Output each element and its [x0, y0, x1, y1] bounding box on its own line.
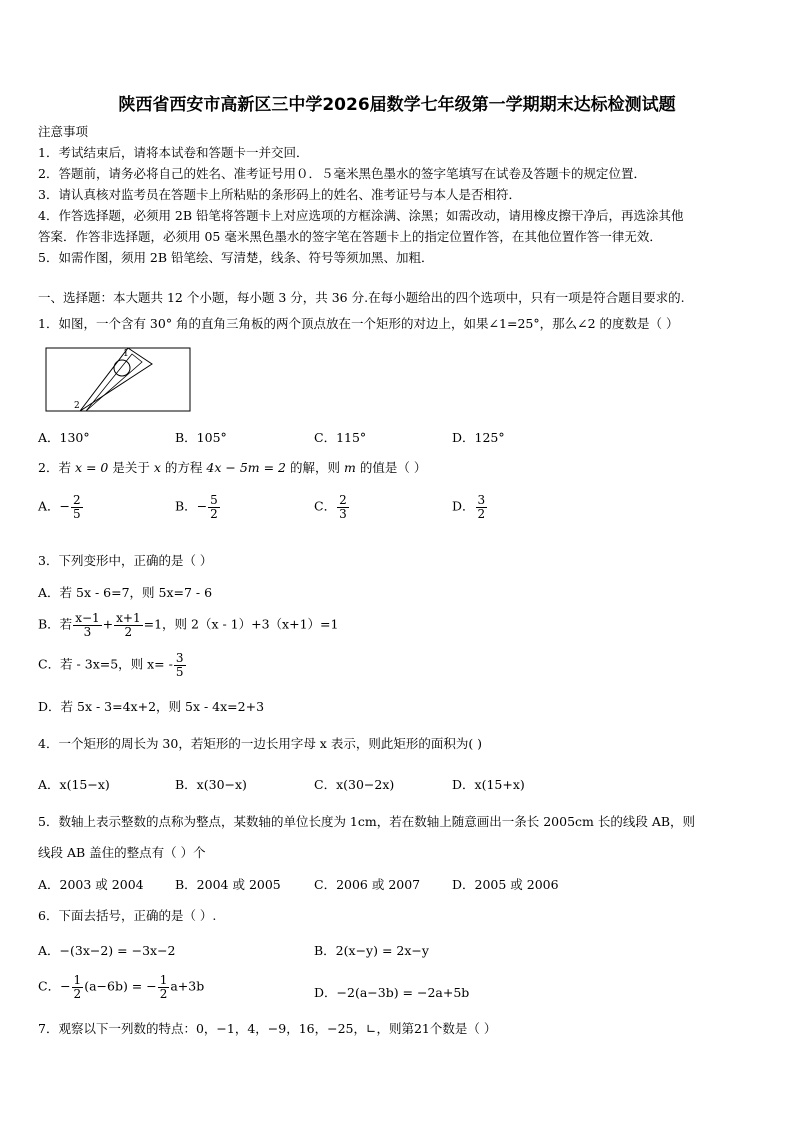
question-1-stem: 1．如图，一个含有 30° 角的直角三角板的两个顶点放在一个矩形的对边上，如果∠1=25°，那么∠2 的度数是（ ） [38, 316, 679, 331]
q2-text: 的解，则 [290, 460, 341, 475]
option-text: (a−6b) = − [84, 978, 157, 994]
question-5-option-a: A．2003 或 2004 [38, 877, 144, 892]
denominator: 2 [124, 624, 133, 639]
q2-text: 的方程 [164, 460, 203, 475]
notice-item: 3．请认真核对监考员在答题卡上所粘贴的条形码上的姓名、准考证号与本人是否相符． [38, 187, 521, 202]
question-1-figure [44, 344, 192, 414]
question-6-option-a: A．−(3x−2) = −3x−2 [38, 943, 176, 958]
option-text: a+3b [170, 978, 205, 994]
numerator: 2 [339, 493, 347, 507]
question-2-option-b [175, 494, 221, 520]
question-3-option-b [38, 612, 338, 638]
fraction [72, 974, 84, 1000]
question-5-stem: 5．数轴上表示整数的点称为整点，某数轴的单位长度为 1cm，若在数轴上随意画出一条长 2005cm 长的线段 AB，则 [38, 814, 696, 829]
fraction [158, 974, 170, 1000]
option-sign: − [196, 498, 208, 514]
question-4-option-d: D．x(15+x) [452, 777, 525, 792]
q2-text: 2．若 [38, 460, 71, 475]
question-4-option-c: C．x(30−2x) [314, 777, 395, 792]
question-7-stem: 7．观察以下一列数的特点：0，−1，4，−9，16，−25，∟，则第21个数是（ ） [38, 1021, 497, 1036]
question-5-option-d: D．2005 或 2006 [452, 877, 559, 892]
numerator: 3 [175, 651, 184, 665]
question-4-option-b: B．x(30−x) [175, 777, 247, 792]
numerator: 2 [73, 493, 81, 507]
numerator: 1 [159, 973, 168, 987]
section-heading: 一、选择题：本大题共 12 个小题，每小题 3 分，共 36 分.在每小题给出的四个选项中，只有一项是符合题目要求的. [38, 290, 685, 305]
question-1-option-b: B．105° [175, 430, 227, 445]
notice-item: 5．如需作图，须用 2B 铅笔绘、写清楚，线条、符号等须加黑、加粗． [38, 250, 434, 265]
option-text: C．− [38, 978, 71, 994]
question-4-stem: 4．一个矩形的周长为 30，若矩形的一边长用字母 x 表示，则此矩形的面积为( ) [38, 736, 483, 751]
numerator: 1 [73, 973, 82, 987]
option-sign: − [59, 498, 71, 514]
question-1-option-a: A．130° [38, 430, 90, 445]
question-2-option-c [314, 494, 350, 520]
option-label: B． [175, 498, 197, 514]
option-text: B．若 [38, 616, 73, 632]
denominator: 2 [159, 986, 168, 1001]
notice-heading: 注意事项 [38, 124, 89, 139]
angle-2-label: 2 [74, 401, 80, 411]
denominator: 5 [73, 506, 81, 521]
denominator: 3 [339, 506, 347, 521]
angle-1-label: 1 [123, 349, 129, 359]
question-3-option-a: A．若 5x - 6=7，则 5x=7 - 6 [38, 585, 213, 600]
question-4-option-a: A．x(15−x) [38, 777, 110, 792]
q2-text: 的值是（ ） [359, 460, 427, 475]
question-5-option-c: C．2006 或 2007 [314, 877, 421, 892]
option-text: C．若 - 3x=5，则 x= - [38, 656, 173, 672]
notice-item: 4．作答选择题，必须用 2B 铅笔将答题卡上对应选项的方框涂满、涂黑；如需改动，请用橡皮擦干净后，再选涂其他 [38, 208, 684, 223]
question-3-stem: 3．下列变形中，正确的是（ ） [38, 553, 213, 568]
option-label: C． [314, 498, 337, 514]
q2-math: x [153, 460, 161, 475]
denominator: 2 [73, 986, 82, 1001]
fraction [73, 612, 101, 638]
question-2-option-d [452, 494, 488, 520]
question-5-option-b: B．2004 或 2005 [175, 877, 281, 892]
denominator: 2 [477, 506, 486, 521]
page-title: 陕西省西安市高新区三中学2026届数学七年级第一学期期末达标检测试题 [118, 95, 676, 115]
question-1-option-d: D．125° [452, 430, 505, 445]
option-text: =1，则 2（x - 1）+3（x+1）=1 [143, 616, 339, 632]
fraction [476, 494, 488, 520]
numerator: x−1 [75, 611, 100, 625]
operator: + [102, 616, 114, 632]
numerator: x+1 [116, 611, 141, 625]
fraction [174, 652, 186, 678]
fraction [71, 494, 83, 520]
numerator: 5 [210, 493, 218, 507]
q2-math: m [344, 460, 356, 475]
question-1-option-c: C．115° [314, 430, 367, 445]
question-6-stem: 6．下面去括号，正确的是（ ）. [38, 908, 217, 923]
question-6-option-b: B．2(x−y) = 2x−y [314, 943, 429, 958]
question-2-option-a [38, 494, 84, 520]
denominator: 5 [175, 664, 184, 679]
question-5-stem-cont: 线段 AB 盖住的整点有（ ）个 [38, 845, 206, 860]
q2-text: 是关于 [112, 460, 150, 475]
q2-math: x = 0 [74, 460, 109, 475]
fraction [208, 494, 220, 520]
notice-item: 答案．作答非选择题，必须用 05 毫米黑色墨水的签字笔在答题卡上的指定位置作答，在其他位置作答一律无效． [38, 229, 662, 244]
denominator: 2 [210, 506, 218, 521]
denominator: 3 [83, 624, 92, 639]
question-3-option-d: D．若 5x - 3=4x+2，则 5x - 4x=2+3 [38, 699, 265, 714]
option-label: D． [452, 498, 475, 514]
option-label: A． [38, 498, 60, 514]
question-6-option-c [38, 974, 204, 1000]
fraction [337, 494, 349, 520]
numerator: 3 [477, 493, 486, 507]
notice-item: 2．答题前，请务必将自己的姓名、准考证号用０．５毫米黑色墨水的签字笔填写在试卷及答题卡的规定位置． [38, 166, 646, 181]
question-2-stem [38, 458, 426, 476]
notice-item: 1．考试结束后，请将本试卷和答题卡一并交回． [38, 145, 309, 160]
question-6-option-d: D．−2(a−3b) = −2a+5b [314, 985, 470, 1000]
fraction [114, 612, 142, 638]
q2-math: 4x − 5m = 2 [206, 460, 287, 475]
question-3-option-c [38, 652, 187, 678]
